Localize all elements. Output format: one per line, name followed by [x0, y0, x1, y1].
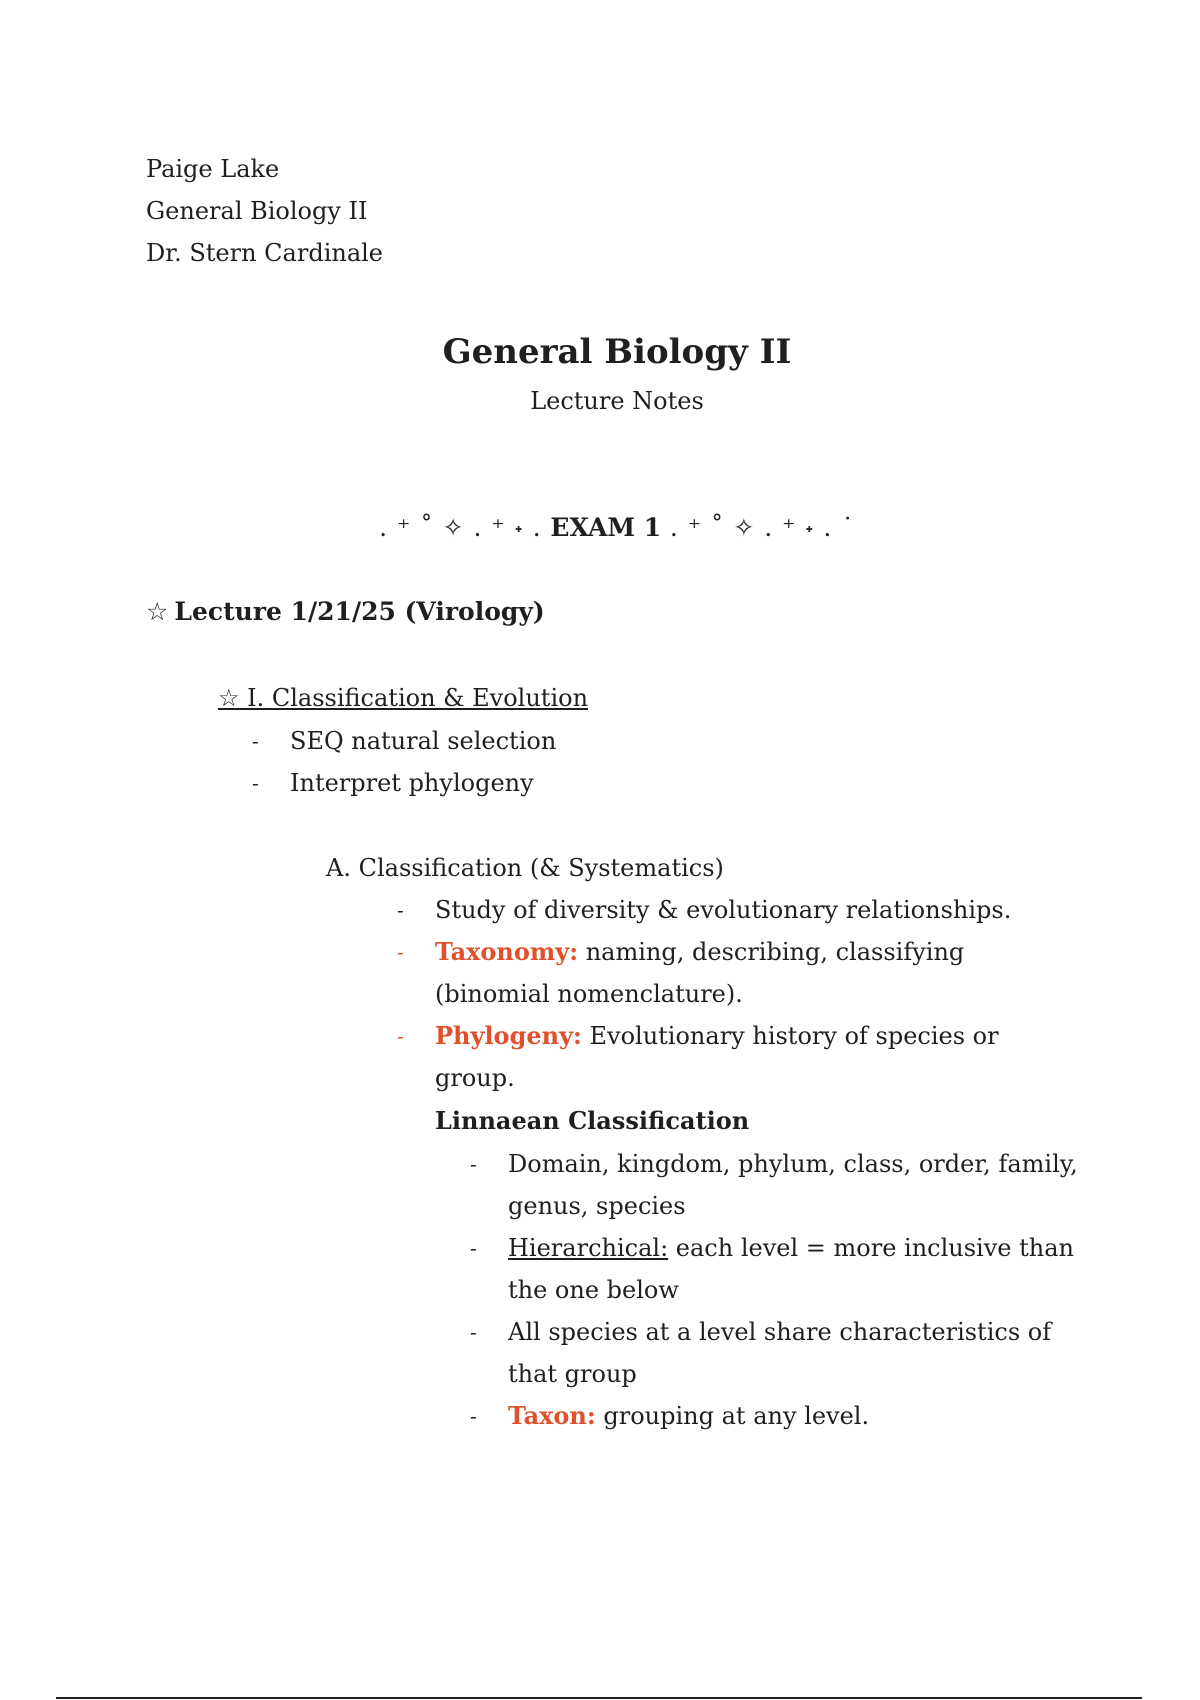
section-heading-classification-evolution: ☆ I. Classification & Evolution: [218, 684, 589, 712]
bullet-dash: -: [397, 940, 404, 964]
term-taxon: Taxon:: [508, 1401, 596, 1430]
term-hierarchical: Hierarchical:: [508, 1234, 669, 1262]
list-item-text: each level = more inclusive than the one below: [508, 1234, 1074, 1304]
list-item: [252, 762, 990, 804]
term-phylogeny: Phylogeny:: [435, 1021, 582, 1050]
list-item-text: naming, describing, classifying (binomial nomenclature).: [435, 938, 965, 1008]
term-taxonomy: Taxonomy:: [435, 937, 579, 966]
list-item-text: SEQ natural selection: [290, 727, 557, 755]
section-1-bullet-list: [252, 720, 990, 804]
bullet-dash: -: [397, 898, 404, 922]
exam-banner-label: EXAM 1: [550, 513, 662, 542]
list-item: [470, 1395, 1088, 1437]
document-title: General Biology II: [442, 332, 792, 372]
star-icon: ☆: [146, 597, 169, 626]
bullet-dash: -: [252, 771, 259, 795]
subsection-a-bullet-list: [397, 889, 1055, 1099]
linnaean-bullet-list: [470, 1143, 1088, 1437]
student-header: [146, 148, 383, 274]
bullet-dash: -: [470, 1152, 477, 1176]
list-item: [397, 1015, 1055, 1099]
list-item: [470, 1143, 1088, 1227]
list-item: [397, 889, 1055, 931]
bullet-dash: -: [470, 1404, 477, 1428]
bullet-dash: -: [470, 1320, 477, 1344]
list-item: [470, 1311, 1088, 1395]
page-bottom-divider: [56, 1697, 1142, 1699]
list-item: [397, 931, 1055, 1015]
bullet-dash: -: [252, 729, 259, 753]
list-item: [252, 720, 990, 762]
list-item-text: Evolutionary history of species or group.: [435, 1022, 999, 1092]
document-subtitle: Lecture Notes: [530, 387, 704, 415]
exam-banner: [0, 510, 1200, 546]
exam-banner-right-decoration: . ⁺ ˚ ✧ . ⁺ ˖ . ˙: [669, 513, 855, 542]
lecture-heading: [146, 594, 545, 630]
list-item-text: grouping at any level.: [595, 1402, 870, 1430]
student-name: Paige Lake: [146, 155, 280, 183]
lecture-heading-label: Lecture 1/21/25 (Virology): [174, 597, 545, 626]
bullet-dash: -: [397, 1024, 404, 1048]
subsection-heading-classification: A. Classification (& Systematics): [326, 854, 724, 882]
instructor-name: Dr. Stern Cardinale: [146, 239, 384, 267]
exam-banner-left-decoration: . ⁺ ˚ ✧ . ⁺ ˖ .: [379, 513, 542, 542]
course-name: General Biology II: [146, 197, 368, 225]
list-item-text: Interpret phylogeny: [290, 769, 534, 797]
linnaean-classification-heading: Linnaean Classification: [435, 1106, 750, 1135]
list-item-text: Domain, kingdom, phylum, class, order, family, genus, species: [508, 1150, 1078, 1220]
bullet-dash: -: [470, 1236, 477, 1260]
list-item-text: All species at a level share characteristics of that group: [508, 1318, 1052, 1388]
list-item-text: Study of diversity & evolutionary relationships.: [435, 896, 1012, 924]
list-item: [470, 1227, 1088, 1311]
